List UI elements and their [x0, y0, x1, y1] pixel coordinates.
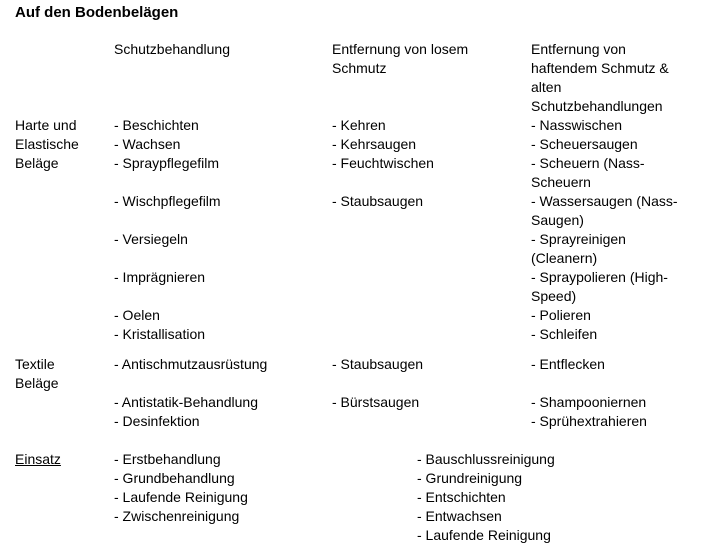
header-cell [114, 59, 332, 78]
table-cell: - Spraypflegefilm [114, 155, 220, 171]
table-cell: - Beschichten [114, 117, 199, 133]
row-label-cell [15, 507, 114, 526]
table-cell: - Antistatik-Behandlung [114, 394, 258, 410]
table-cell [114, 374, 332, 393]
table-cell: - Entwachsen [417, 508, 502, 524]
row-label-cell [15, 173, 114, 192]
table-cell: - Nasswischen [531, 117, 623, 133]
table-cell [114, 211, 332, 230]
header-cell [332, 97, 531, 116]
row-label-cell [15, 287, 114, 306]
row-label-cell [15, 488, 114, 507]
table-cell: - Bürstsaugen [332, 394, 420, 410]
table-cell: - Kehren [332, 117, 386, 133]
table-cell [332, 306, 531, 325]
table-cell: - Spraypolieren (High- [531, 269, 668, 285]
table-cell: - Oelen [114, 307, 160, 323]
einsatz-table [0, 450, 711, 545]
table-cell: - Wischpflegefilm [114, 193, 221, 209]
table-cell: (Cleanern) [531, 250, 598, 266]
row-label-cell [15, 393, 114, 412]
row-label-cell [15, 40, 114, 59]
row-label-cell [15, 211, 114, 230]
row-label-cell: Beläge [15, 155, 59, 171]
page-title: Auf den Bodenbelägen [15, 4, 179, 21]
table-cell: - Wachsen [114, 136, 181, 152]
table-cell [332, 249, 531, 268]
header-cell [114, 97, 332, 116]
header-cell [114, 78, 332, 97]
table-cell [114, 526, 417, 545]
table-cell: Speed) [531, 288, 577, 304]
table-cell: - Desinfektion [114, 413, 200, 429]
table-cell: - Erstbehandlung [114, 451, 221, 467]
row-label-cell [15, 249, 114, 268]
table-cell: Saugen) [531, 212, 584, 228]
table-cell: - Entflecken [531, 356, 605, 372]
table-cell: - Feuchtwischen [332, 155, 434, 171]
table-cell [332, 412, 531, 431]
section-label-einsatz: Einsatz [15, 451, 61, 467]
table-cell: - Laufende Reinigung [114, 489, 248, 505]
table-cell [332, 173, 531, 192]
table-cell: - Grundreinigung [417, 470, 523, 486]
table-cell [332, 230, 531, 249]
row-label-cell [15, 526, 114, 545]
row-label-cell [15, 268, 114, 287]
row-label-cell: Harte und [15, 117, 77, 133]
table-cell [332, 211, 531, 230]
table-cell: - Wassersaugen (Nass- [531, 193, 678, 209]
table-cell [114, 249, 332, 268]
table-cell: - Shampooniernen [531, 394, 647, 410]
table-cell: - Schleifen [531, 326, 598, 342]
table-cell: - Scheuersaugen [531, 136, 638, 152]
row-label-cell [15, 192, 114, 211]
table-cell [332, 325, 531, 344]
table-cell: - Zwischenreinigung [114, 508, 240, 524]
row-label-cell: Textile [15, 356, 55, 372]
table-cell [332, 287, 531, 306]
table-cell [114, 287, 332, 306]
table-cell: - Versiegeln [114, 231, 188, 247]
table-cell: - Sprayreinigen [531, 231, 626, 247]
row-label-cell [15, 97, 114, 116]
header-cell: alten [531, 79, 562, 95]
table-cell [531, 374, 711, 393]
header-cell: Schmutz [332, 60, 387, 76]
table-cell: - Staubsaugen [332, 356, 424, 372]
row-label-cell [15, 325, 114, 344]
header-cell-schutzbehandlung: Schutzbehandlung [114, 41, 230, 57]
table-cell [114, 173, 332, 192]
table-cell: - Antischmutzausrüstung [114, 356, 268, 372]
table-cell: - Grundbehandlung [114, 470, 235, 486]
table-cell: - Scheuern (Nass- [531, 155, 645, 171]
row-label-cell: Elastische [15, 136, 79, 152]
row-label-cell: Beläge [15, 375, 59, 391]
table-cell [332, 268, 531, 287]
header-cell-entfernung-losem: Entfernung von losem [332, 41, 469, 57]
table-cell: - Entschichten [417, 489, 506, 505]
table-cell: - Bauschlussreinigung [417, 451, 555, 467]
table-cell: - Laufende Reinigung [417, 527, 551, 543]
table-cell: - Staubsaugen [332, 193, 424, 209]
row-label-cell [15, 230, 114, 249]
table-cell: - Kristallisation [114, 326, 206, 342]
row-label-cell [15, 306, 114, 325]
table-cell [332, 374, 531, 393]
table-cell: Scheuern [531, 174, 591, 190]
header-cell: haftendem Schmutz & [531, 60, 669, 76]
row-label-cell [15, 412, 114, 431]
row-label-cell [15, 469, 114, 488]
header-cell [332, 78, 531, 97]
table-cell: - Polieren [531, 307, 591, 323]
table-cell: - Sprühextrahieren [531, 413, 647, 429]
header-cell: Schutzbehandlungen [531, 98, 663, 114]
header-cell-entfernung-haftendem: Entfernung von [531, 41, 626, 57]
row-label-cell [15, 59, 114, 78]
main-table [0, 40, 711, 344]
textile-table [0, 355, 711, 431]
table-cell: - Kehrsaugen [332, 136, 417, 152]
row-label-cell [15, 78, 114, 97]
table-cell: - Imprägnieren [114, 269, 206, 285]
